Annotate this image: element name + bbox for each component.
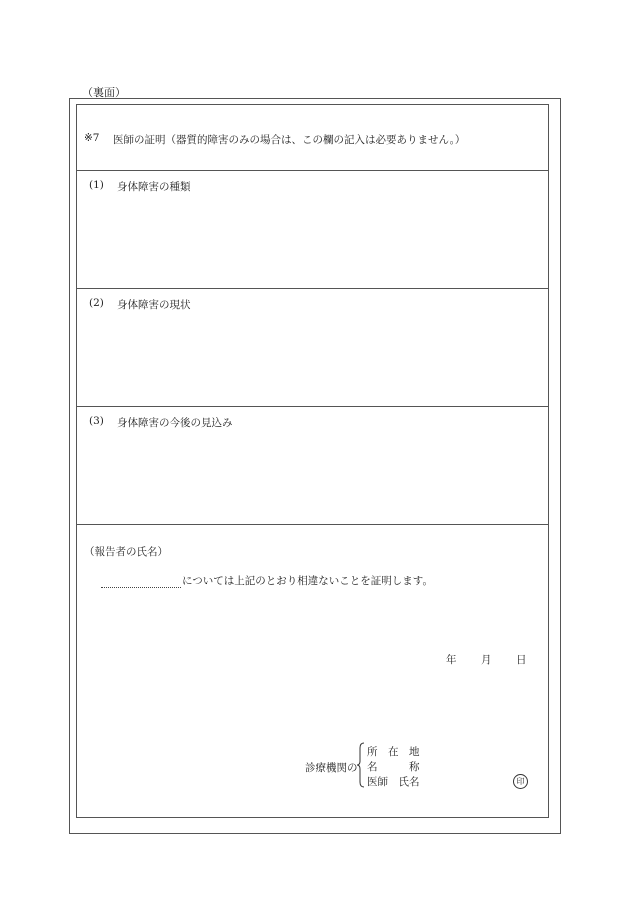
certification-section [77,525,548,817]
institution-name-label: 名 称 [367,761,420,773]
section-type-row[interactable] [77,171,548,289]
section-number: (3) [89,415,104,427]
seal-icon: 印 [513,774,528,789]
reporter-label: （報告者の氏名） [84,546,168,558]
reporter-name-field[interactable] [101,587,181,588]
section-number: (2) [89,297,104,309]
certification-statement: については上記のとおり相違ないことを証明します。 [182,575,433,587]
date-year-label: 年 [446,654,457,666]
section-number: (1) [89,179,104,191]
section-title-status: 身体障害の現状 [117,299,191,311]
doctor-name-label: 医師 氏名 [367,776,420,788]
doctor-certificate-form [76,104,549,818]
section-prognosis-row[interactable] [77,407,548,525]
section-status-row[interactable] [77,289,548,407]
date-day-label: 日 [516,654,527,666]
address-label: 所 在 地 [367,746,420,758]
brace-icon [356,742,366,788]
section-title-prognosis: 身体障害の今後の見込み [117,417,233,429]
section-title-type: 身体障害の種類 [117,181,191,193]
institution-label: 診療機関の [305,762,358,774]
date-month-label: 月 [481,654,492,666]
page-side-label: （裏面） [82,86,126,99]
note-mark: ※7 [84,132,100,144]
form-header-row [77,105,548,171]
form-header-text: 医師の証明（器質的障害のみの場合は、この欄の記入は必要ありません。） [113,134,466,146]
